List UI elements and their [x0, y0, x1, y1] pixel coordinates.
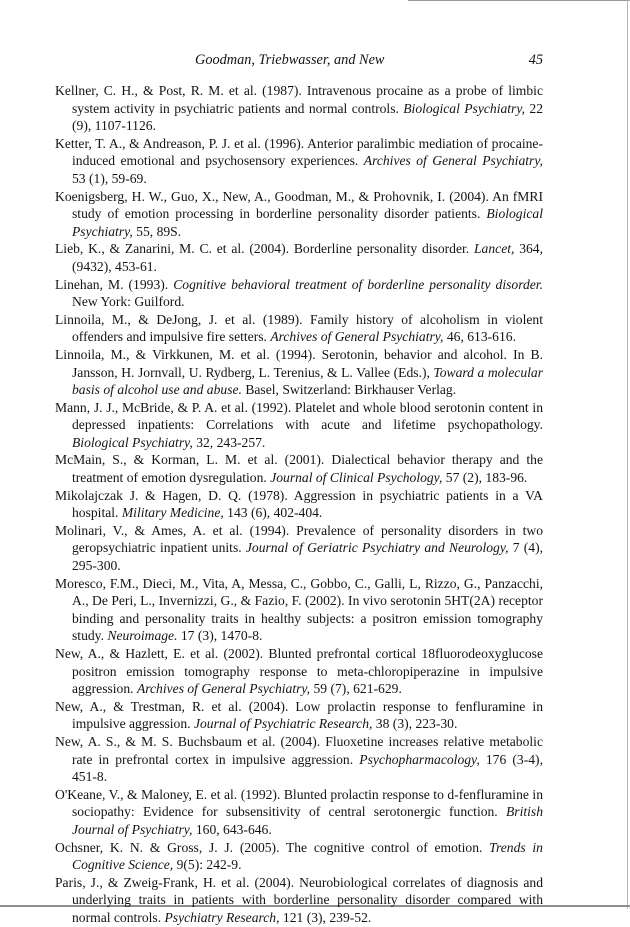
reference-source: Journal of Psychiatric Research,: [193, 716, 373, 732]
reference-details: New York: Guilford.: [72, 294, 185, 310]
reference-list: [55, 82, 543, 927]
reference-source: Neuroimage.: [107, 628, 178, 644]
reference-source: Archives of General Psychiatry,: [270, 329, 444, 345]
reference-entry: [55, 399, 543, 452]
reference-entry: [55, 645, 543, 698]
page-number: 45: [528, 52, 543, 68]
reference-details: 22 (9), 1107-1126.: [72, 100, 543, 134]
reference-entry: [55, 135, 543, 188]
reference-text: Paris, J., & Zweig-Frank, H. et al. (2004). Neurobiological correlates of diagnosis and underlying traits in patients with borderline personality disorder compared with normal controls.: [55, 874, 543, 925]
reference-source: Biological Psychiatry,: [72, 206, 543, 239]
reference-details: 176 (3-4), 451-8.: [72, 751, 543, 785]
reference-details: 55, 89S.: [132, 223, 182, 239]
reference-entry: [55, 522, 543, 575]
reference-source: Lancet,: [474, 241, 515, 257]
reference-details: 17 (3), 1470-8.: [177, 628, 263, 644]
reference-source: Journal of Geriatric Psychiatry and Neurology,: [245, 540, 509, 556]
reference-source: Journal of Clinical Psychology,: [270, 470, 443, 486]
reference-source: British Journal of Psychiatry,: [72, 804, 543, 837]
reference-source: Archives of General Psychiatry,: [363, 153, 544, 169]
reference-source: Psychiatry Research,: [164, 909, 280, 925]
reference-source: Psychopharmacology,: [359, 751, 480, 767]
reference-text: Kellner, C. H., & Post, R. M. et al. (1987). Intravenous procaine as a probe of limbic system activity in psychiatric patients and normal controls.: [55, 83, 543, 116]
reference-entry: [55, 188, 543, 241]
reference-text: Ochsner, K. N. & Gross, J. J. (2005). The cognitive control of emotion.: [55, 839, 490, 855]
running-head: Goodman, Triebwasser, and New: [195, 52, 385, 68]
reference-source: Archives of General Psychiatry,: [136, 681, 311, 697]
reference-entry: [55, 276, 543, 311]
reference-details: 121 (3), 239-52.: [279, 909, 372, 925]
reference-entry: [55, 698, 543, 733]
reference-source: Biological Psychiatry,: [72, 434, 193, 450]
reference-text: Linehan, M. (1993).: [55, 276, 174, 292]
reference-details: 7 (4), 295-300.: [72, 540, 544, 574]
reference-details: 9(5): 242-9.: [173, 857, 242, 873]
reference-details: 32, 243-257.: [192, 434, 266, 450]
reference-text: Lieb, K., & Zanarini, M. C. et al. (2004). Borderline personality disorder.: [55, 241, 474, 257]
reference-entry: [55, 786, 543, 839]
reference-details: 57 (2), 183-96.: [442, 470, 528, 486]
reference-entry: [55, 733, 543, 786]
reference-entry: [55, 346, 543, 399]
scan-edge-right: [627, 0, 628, 909]
reference-entry: [55, 839, 543, 874]
reference-details: 53 (1), 59-69.: [72, 170, 147, 186]
reference-text: Molinari, V., & Ames, A. et al. (1994). Prevalence of personality disorders in two geropsychiatric inpatient units.: [55, 522, 543, 556]
reference-details: 143 (6), 402-404.: [223, 505, 323, 521]
reference-details: 59 (7), 621-629.: [310, 681, 402, 697]
reference-text: New, A., & Trestman, R. et al. (2004). Low prolactin response to fenfluramine in impulsive aggression.: [55, 698, 543, 732]
scan-edge-top: [408, 0, 630, 1]
reference-text: Mann, J. J., McBride, & P. A. et al. (1992). Platelet and whole blood serotonin content in depressed inpatients: Correlations with acute and lifetime psychopathology.: [55, 399, 543, 433]
reference-entry: [55, 82, 543, 135]
reference-source: Cognitive behavioral treatment of borderline personality disorder.: [173, 276, 543, 292]
reference-details: 364, (9432), 453-61.: [72, 241, 544, 274]
reference-details: 38 (3), 223-30.: [372, 716, 458, 732]
reference-source: Toward a molecular basis of alcohol use and abuse.: [72, 364, 543, 398]
reference-text: New, A., & Hazlett, E. et al. (2002). Blunted prefrontal cortical 18fluorodeoxyglucose positron emission tomography response to meta-chloropiperazine in impulsive aggression.: [55, 646, 543, 697]
reference-text: Linnoila, M., & Virkkunen, M. et al. (1994). Serotonin, behavior and alcohol. In B. Jansson, H. Jornvall, U. Rydberg, L. Terenius, & L. Vallee (Eds.),: [55, 346, 543, 380]
reference-text: McMain, S., & Korman, L. M. et al. (2001). Dialectical behavior therapy and the treatment of emotion dysregulation.: [55, 452, 543, 486]
reference-details: Basel, Switzerland: Birkhauser Verlag.: [241, 382, 457, 398]
reference-text: Ketter, T. A., & Andreason, P. J. et al. (1996). Anterior paralimbic mediation of procaine-induced emotional and psychosensory experiences.: [55, 135, 543, 169]
reference-entry: [55, 311, 543, 346]
reference-text: Koenigsberg, H. W., Guo, X., New, A., Goodman, M., & Prohovnik, I. (2004). An fMRI study of emotion processing in borderline personality disorder patients.: [55, 188, 543, 222]
page-header: [55, 52, 543, 70]
reference-entry: [55, 240, 543, 275]
reference-source: Biological Psychiatry,: [403, 100, 526, 116]
reference-entry: [55, 874, 543, 927]
reference-text: Mikolajczak J. & Hagen, D. Q. (1978). Aggression in psychiatric patients in a VA hospital.: [55, 487, 543, 521]
reference-text: O'Keane, V., & Maloney, E. et al. (1992). Blunted prolactin response to d-fenfluramine in sociopathy: Evidence for subsensitivity of central serotonergic function.: [55, 786, 543, 820]
reference-entry: [55, 451, 543, 486]
reference-details: 160, 643-646.: [192, 821, 272, 837]
reference-source: Military Medicine,: [121, 505, 224, 521]
reference-text: Moresco, F.M., Dieci, M., Vita, A, Messa, C., Gobbo, C., Galli, L, Rizzo, G., Panzacchi, A., De Peri, L., Invernizzi, G., & Fazio, F. (2002). In vivo serotonin 5HT(2A) receptor binding and personality traits in healthy subjects: a positron emission tomography study.: [55, 575, 543, 644]
reference-source: Trends in Cognitive Science,: [72, 839, 543, 873]
reference-details: 46, 613-616.: [443, 329, 516, 345]
reference-entry: [55, 575, 543, 645]
reference-entry: [55, 487, 543, 522]
reference-text: Linnoila, M., & DeJong, J. et al. (1989). Family history of alcoholism in violent offenders and impulsive fire setters.: [55, 311, 543, 345]
reference-text: New, A. S., & M. S. Buchsbaum et al. (2004). Fluoxetine increases relative metabolic rate in prefrontal cortex in impulsive aggression.: [55, 733, 543, 767]
